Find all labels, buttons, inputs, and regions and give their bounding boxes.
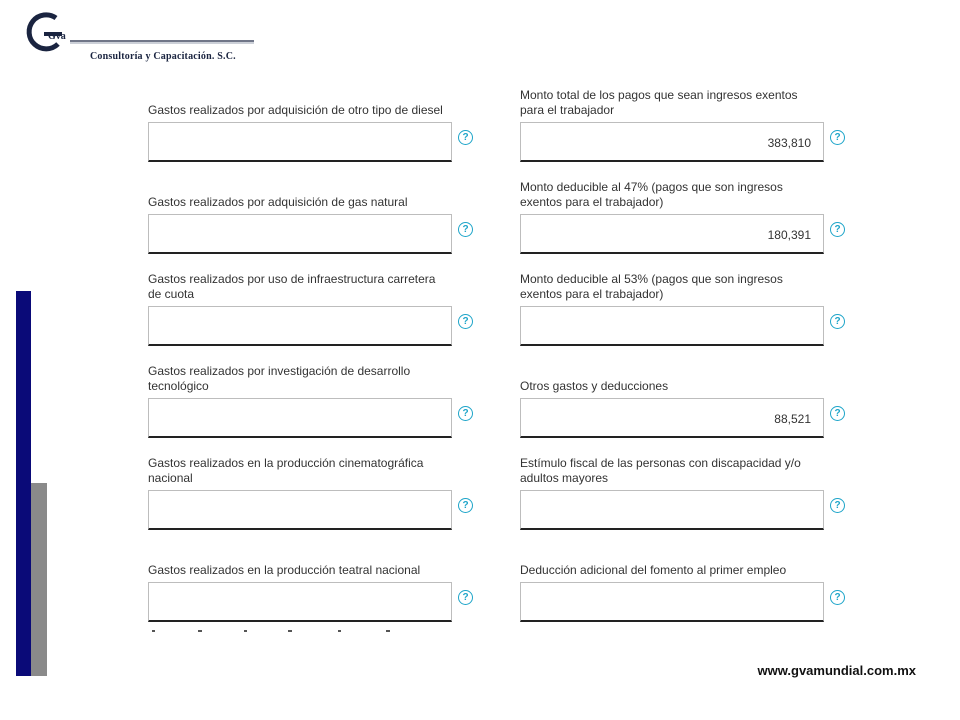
question-circle-icon[interactable]: ? — [830, 590, 845, 605]
field-label: Monto deducible al 47% (pagos que son ingresos exentos para el trabajador) — [520, 180, 783, 209]
carretera-cuota-input[interactable] — [148, 306, 452, 346]
field-pagos-exentos — [520, 80, 860, 150]
field-label: Gastos realizados por uso de infraestructura carretera de cuota — [148, 272, 436, 301]
teatral-input[interactable] — [148, 582, 452, 622]
question-circle-icon[interactable]: ? — [830, 222, 845, 237]
question-circle-icon[interactable]: ? — [830, 314, 845, 329]
question-circle-icon[interactable]: ? — [830, 130, 845, 145]
estimulo-fiscal-input[interactable] — [520, 490, 824, 530]
pagos-exentos-input[interactable]: 383,810 — [520, 122, 824, 162]
question-circle-icon[interactable]: ? — [458, 314, 473, 329]
field-deducible-47 — [520, 172, 860, 242]
deducible-53-input[interactable] — [520, 306, 824, 346]
footer-url[interactable]: www.gvamundial.com.mx — [757, 663, 916, 678]
logo-letters: Gva — [48, 31, 66, 42]
field-gas-natural — [148, 172, 488, 235]
question-circle-icon[interactable]: ? — [458, 406, 473, 421]
field-label: Deducción adicional del fomento al primer empleo — [520, 563, 787, 577]
primer-empleo-input[interactable] — [520, 582, 824, 622]
investigacion-input[interactable] — [148, 398, 452, 438]
decorative-navy-bar — [16, 291, 31, 676]
field-label: Gastos realizados en la producción cinematográfica nacional — [148, 456, 424, 485]
field-label: Monto deducible al 53% (pagos que son ingresos exentos para el trabajador) — [520, 272, 783, 301]
field-label: Estímulo fiscal de las personas con discapacidad y/o adultos mayores — [520, 456, 801, 485]
cinematografica-input[interactable] — [148, 490, 452, 530]
field-deducible-53 — [520, 264, 860, 327]
field-teatral — [148, 540, 488, 603]
field-label: Gastos realizados por investigación de desarrollo tecnológico — [148, 364, 411, 393]
question-circle-icon[interactable]: ? — [830, 406, 845, 421]
field-estimulo-fiscal — [520, 448, 860, 511]
field-investigacion — [148, 356, 488, 419]
gas-natural-input[interactable] — [148, 214, 452, 254]
question-circle-icon[interactable]: ? — [830, 498, 845, 513]
question-circle-icon[interactable]: ? — [458, 498, 473, 513]
decorative-gray-bar — [31, 483, 47, 676]
field-primer-empleo — [520, 540, 860, 603]
field-otros-gastos — [520, 356, 860, 426]
field-label: Otros gastos y deducciones — [520, 379, 669, 393]
field-carretera-cuota — [148, 264, 488, 327]
question-circle-icon[interactable]: ? — [458, 130, 473, 145]
field-otro-diesel — [148, 80, 488, 143]
deductions-form — [148, 80, 868, 632]
field-label: Gastos realizados en la producción teatral nacional — [148, 563, 421, 577]
otros-gastos-input[interactable]: 88,521 — [520, 398, 824, 438]
company-logo — [18, 10, 258, 62]
deducible-47-input[interactable]: 180,391 — [520, 214, 824, 254]
field-label: Monto total de los pagos que sean ingresos exentos para el trabajador — [520, 88, 798, 117]
truncated-label-fragment — [148, 628, 448, 632]
field-label: Gastos realizados por adquisición de otro tipo de diesel — [148, 103, 443, 117]
otro-diesel-input[interactable] — [148, 122, 452, 162]
company-name: Consultoría y Capacitación. S.C. — [90, 51, 236, 62]
question-circle-icon[interactable]: ? — [458, 590, 473, 605]
field-cinematografica — [148, 448, 488, 511]
field-label: Gastos realizados por adquisición de gas natural — [148, 195, 408, 209]
question-circle-icon[interactable]: ? — [458, 222, 473, 237]
